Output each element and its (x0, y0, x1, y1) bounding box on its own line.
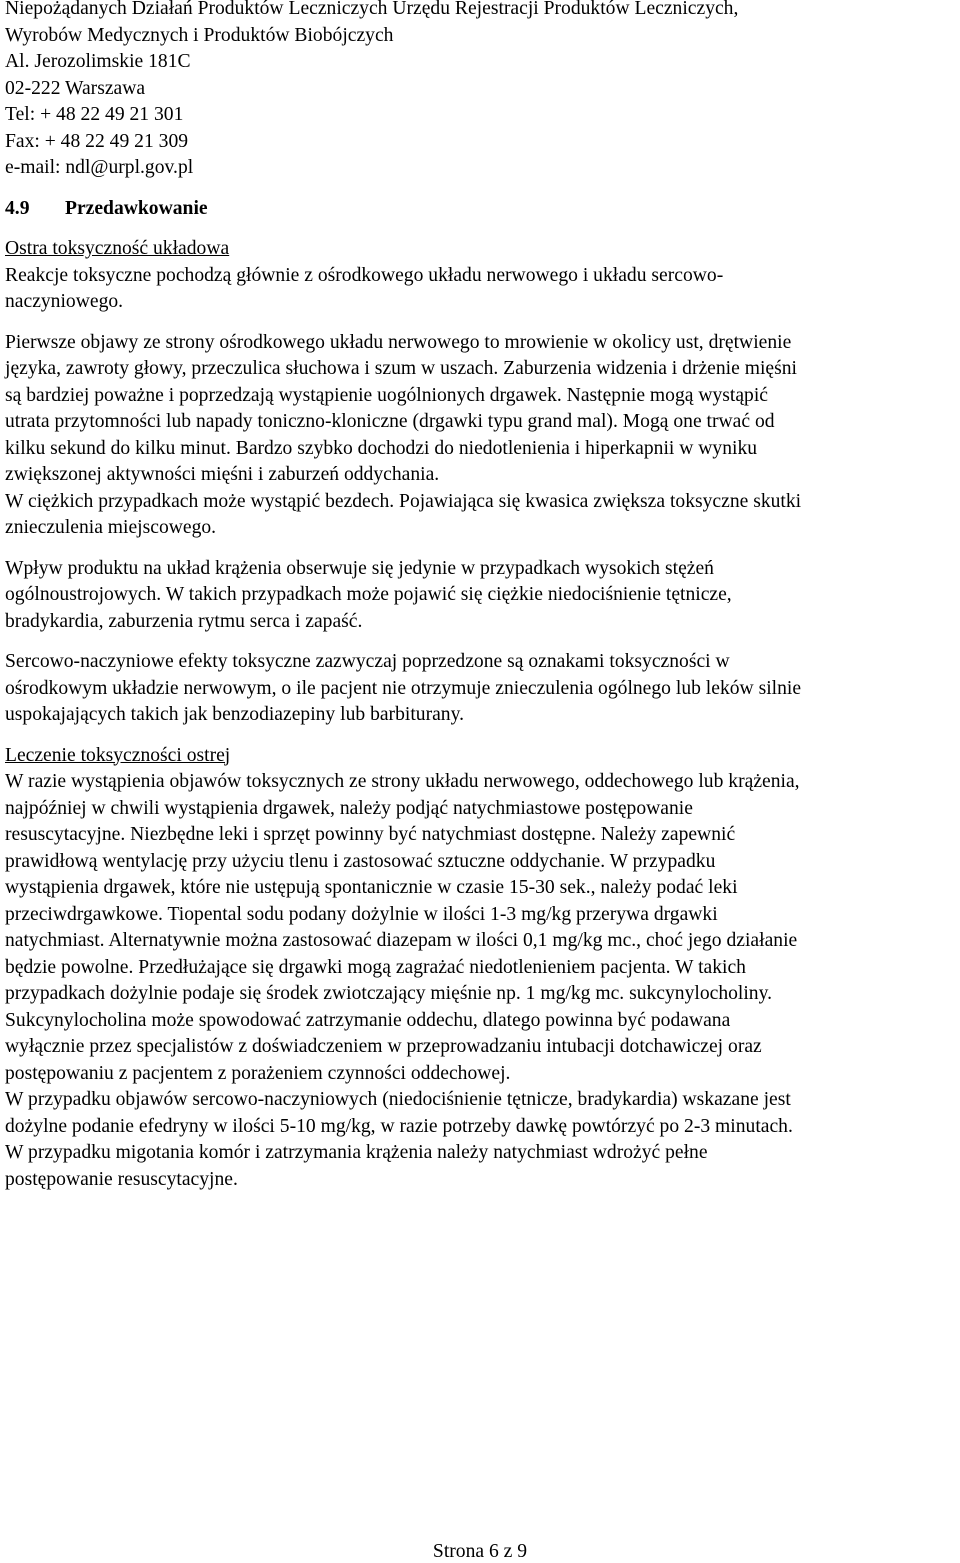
text-line: są bardziej poważne i poprzedzają wystąpienie uogólnionych drgawek. Następnie mogą wystąpić (5, 384, 768, 406)
paragraph-first-symptoms (5, 330, 957, 542)
address-line: e-mail: ndl@urpl.gov.pl (5, 157, 194, 178)
text-line: Wpływ produktu na układ krążenia obserwuje się jedynie w przypadkach wysokich stężeń (5, 557, 714, 579)
address-line: Wyrobów Medycznych i Produktów Biobójczych (5, 24, 394, 46)
text-line: wyłącznie przez specjalistów z doświadczeniem w przeprowadzaniu intubacji dotchawiczej oraz (5, 1036, 762, 1057)
page-number: Strona 6 z 9 (432, 1541, 528, 1562)
text-line: W przypadku objawów sercowo-naczyniowych (niedociśnienie tętnicze, bradykardia) wskazane jest (5, 1089, 791, 1110)
text-line: najpóźniej w chwili wystąpienia drgawek, należy podjąć natychmiastowe postępowanie (5, 797, 693, 819)
treatment-block (5, 743, 957, 1194)
text-line: naczyniowego. (5, 291, 124, 312)
text-line: języka, zawroty głowy, przeczulica słuchowa i szum w uszach. Zaburzenia widzenia i drżenie mięśni (5, 358, 797, 379)
systemic-toxicity-block (5, 236, 957, 316)
subheading-treatment: Leczenie toksyczności ostrej (5, 744, 231, 766)
address-line: Fax: + 48 22 49 21 309 (5, 130, 189, 152)
text-line: przypadkach dożylnie podaje się środek zwiotczający mięśnie np. 1 mg/kg mc. sukcynylocholiny. (5, 983, 773, 1004)
text-line: znieczulenia miejscowego. (5, 517, 217, 538)
text-line: bradykardia, zaburzenia rytmu serca i zapaść. (5, 610, 363, 632)
paragraph-cardiovascular (5, 649, 957, 729)
address-line: Al. Jerozolimskie 181C (5, 51, 191, 72)
text-line: W przypadku migotania komór i zatrzymania krążenia należy natychmiast wdrożyć pełne (5, 1142, 708, 1163)
paragraph-circulation (5, 556, 957, 636)
text-line: Sercowo-naczyniowe efekty toksyczne zazwyczaj poprzedzone są oznakami toksyczności w (5, 651, 730, 672)
text-line: W razie wystąpienia objawów toksycznych ze strony układu nerwowego, oddechowego lub krążenia, (5, 771, 800, 792)
page-footer (0, 1541, 960, 1563)
text-line: resuscytacyjne. Niezbędne leki i sprzęt powinny być natychmiast dostępne. Należy zapewnić (5, 824, 736, 845)
address-block (5, 0, 957, 182)
text-line: prawidłową wentylację przy użyciu tlenu i zastosować sztuczne oddychanie. W przypadku (5, 850, 716, 872)
text-line: uspokajających takich jak benzodiazepiny lub barbiturany. (5, 704, 465, 725)
text-line: W ciężkich przypadkach może wystąpić bezdech. Pojawiająca się kwasica zwiększa toksyczne skutki (5, 490, 802, 512)
section-number: 4.9 (5, 197, 30, 219)
text-line: przeciwdrgawkowe. Tiopental sodu podany dożylnie w ilości 1-3 mg/kg przerywa drgawki (5, 903, 718, 925)
address-line: Niepożądanych Działań Produktów Leczniczych Urzędu Rejestracji Produktów Leczniczych, (5, 0, 739, 19)
text-line: ośrodkowym układzie nerwowym, o ile pacjent nie otrzymuje znieczulenia ogólnego lub leków silnie (5, 677, 802, 699)
section-heading (5, 196, 957, 223)
text-line: zwiększonej aktywności mięśni i zaburzeń oddychania. (5, 464, 440, 485)
address-line: Tel: + 48 22 49 21 301 (5, 104, 184, 125)
text-line: Sukcynylocholina może spowodować zatrzymanie oddechu, dlatego powinna być podawana (5, 1009, 731, 1031)
text-line: postępowanie resuscytacyjne. (5, 1168, 238, 1190)
text-line: natychmiast. Alternatywnie można zastosować diazepam w ilości 0,1 mg/kg mc., choć jego działanie (5, 930, 798, 951)
text-line: dożylne podanie efedryny w ilości 5-10 mg/kg, w razie potrzeby dawkę powtórzyć po 2-3 minutach. (5, 1115, 793, 1137)
subheading-systemic-toxicity: Ostra toksyczność układowa (5, 238, 230, 259)
text-line: Reakcje toksyczne pochodzą głównie z ośrodkowego układu nerwowego i układu sercowo- (5, 264, 724, 286)
text-line: Pierwsze objawy ze strony ośrodkowego układu nerwowego to mrowienie w okolicy ust, drętwienie (5, 331, 792, 353)
text-line: wystąpienia drgawek, które nie ustępują spontanicznie w czasie 15-30 sek., należy podać leki (5, 877, 738, 898)
text-line: kilku sekund do kilku minut. Bardzo szybko dochodzi do niedotlenienia i hiperkapnii w wyniku (5, 437, 758, 459)
section-title: Przedawkowanie (65, 197, 208, 219)
address-line: 02-222 Warszawa (5, 77, 146, 99)
text-line: ogólnoustrojowych. W takich przypadkach może pojawić się ciężkie niedociśnienie tętnicze, (5, 584, 732, 605)
text-line: postępowaniu z pacjentem z porażeniem czynności oddechowej. (5, 1062, 511, 1084)
document-page (5, 0, 957, 1193)
text-line: będzie powolne. Przedłużające się drgawki mogą zagrażać niedotlenieniem pacjenta. W takich (5, 956, 746, 978)
text-line: utrata przytomności lub napady toniczno-kloniczne (drgawki typu grand mal). Mogą one trwać od (5, 411, 775, 432)
